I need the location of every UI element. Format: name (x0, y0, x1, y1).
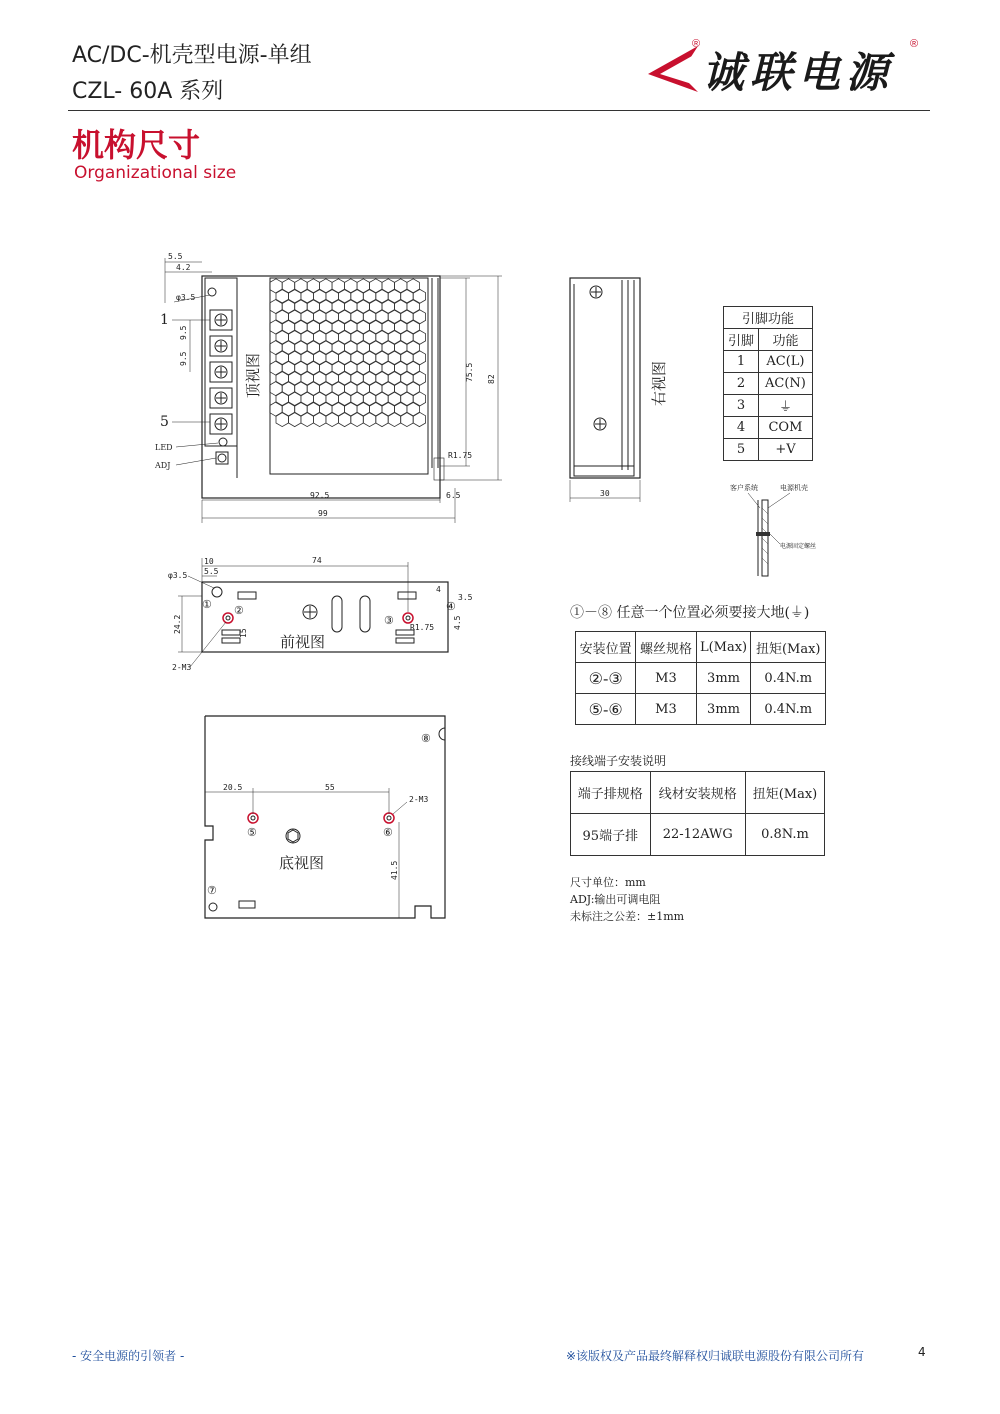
hex-cell (307, 361, 319, 375)
table-cell: M3 (636, 694, 696, 725)
hex-cell (407, 320, 420, 334)
hex-cell (401, 289, 414, 303)
hex-cell (270, 361, 282, 375)
hex-cell (338, 289, 350, 303)
hex-cell (313, 330, 326, 344)
hex-cell (376, 351, 388, 365)
wire-section-heading: 接线端子安装说明 (570, 754, 667, 768)
unit-note: 尺寸单位：mm (570, 876, 646, 889)
hex-cell (301, 412, 314, 426)
hex-cell (326, 310, 339, 324)
hex-cell (313, 310, 326, 324)
section-subtitle: Organizational size (74, 163, 237, 183)
hex-cell (307, 402, 319, 416)
footer-copyright: ※该版权及产品最终解释权归诚联电源股份有限公司所有 (566, 1349, 865, 1363)
hex-cell (320, 279, 333, 293)
grounding-note: ①－⑧ 任意一个位置必须要接大地(⏚) (570, 605, 810, 621)
table-row (576, 694, 826, 725)
notes-block (570, 874, 684, 925)
hex-cell (320, 320, 333, 334)
hex-cell (301, 289, 314, 303)
hex-cell (326, 289, 339, 303)
hex-cell (357, 299, 369, 313)
hex-cell (307, 340, 319, 354)
hex-cell (395, 381, 407, 395)
hex-cell (289, 392, 301, 406)
bottom-screw-label: 2-M3 (409, 795, 429, 804)
hex-cell (307, 279, 319, 293)
table-cell: +V (758, 439, 812, 461)
hex-cell (413, 330, 425, 344)
hex-cell (370, 279, 383, 293)
hex-cell (395, 320, 407, 334)
hex-cell (320, 381, 333, 395)
hex-cell (332, 299, 345, 313)
hex-cell (351, 371, 364, 385)
fixing-screw-label: 电源固定螺丝 (780, 543, 817, 550)
hex-cell (395, 340, 407, 354)
hex-cell (326, 351, 339, 365)
hex-cell (282, 340, 295, 354)
hex-cell (276, 412, 289, 426)
front-dim-3-5: 3.5 (458, 593, 473, 602)
hex-cell (338, 351, 350, 365)
hex-cell (332, 320, 345, 334)
hex-cell (413, 310, 425, 324)
hex-cell (320, 361, 333, 375)
front-view-drawing (160, 552, 490, 682)
hex-cell (395, 279, 407, 293)
table-cell: 1 (724, 351, 759, 373)
header-divider (68, 110, 930, 111)
hex-cell (320, 402, 333, 416)
hex-cell (276, 289, 289, 303)
hex-cell (270, 279, 282, 293)
bottom-dim-20-5: 20.5 (223, 783, 243, 792)
hex-cell (382, 381, 395, 395)
hex-cell (307, 381, 319, 395)
hex-cell (332, 340, 345, 354)
hex-cell (388, 371, 401, 385)
hex-cell (345, 279, 358, 293)
front-dim-74: 74 (312, 556, 322, 565)
mount-header: 安装位置 (576, 632, 636, 663)
hex-cell (332, 279, 345, 293)
hex-cell (357, 320, 369, 334)
hex-cell (407, 279, 420, 293)
dim-82: 82 (487, 374, 496, 384)
grounding-wire-diagram (720, 478, 840, 578)
hex-cell (413, 392, 425, 406)
hex-cell (307, 299, 319, 313)
hex-cell (313, 289, 326, 303)
customer-system-label: 客户系统 (730, 484, 758, 492)
wire-header: 线材安装规格 (650, 772, 745, 814)
hex-cell (282, 279, 295, 293)
table-row (724, 439, 813, 461)
dim-30: 30 (600, 489, 610, 498)
hex-cell (413, 351, 425, 365)
hex-cell (401, 392, 414, 406)
hex-cell (289, 289, 301, 303)
table-cell: COM (758, 417, 812, 439)
section-title: 机构尺寸 (72, 126, 201, 164)
hex-cell (276, 330, 289, 344)
front-dim-15: 15 (239, 628, 248, 638)
mark-8: ⑧ (421, 732, 431, 745)
table-row (576, 663, 826, 694)
mount-header: 扭矩(Max) (751, 632, 826, 663)
series-name: CZL- 60A 系列 (72, 79, 224, 104)
pin-table-header: 功能 (758, 329, 812, 351)
hex-cell (301, 330, 314, 344)
registered-mark-2: ® (910, 38, 919, 50)
front-dim-24-2: 24.2 (173, 614, 182, 634)
registered-mark-1: ® (692, 38, 701, 50)
wire-header: 扭矩(Max) (745, 772, 824, 814)
hex-cell (370, 402, 383, 416)
hex-cell (345, 320, 358, 334)
hex-cell (376, 392, 388, 406)
table-cell: 95端子排 (571, 814, 651, 856)
table-cell: 0.8N.m (745, 814, 824, 856)
footer-slogan: - 安全电源的引领者 - (72, 1349, 185, 1363)
adj-note: ADJ:输出可调电阻 (570, 893, 661, 906)
hex-cell (326, 371, 339, 385)
hex-cell (382, 361, 395, 375)
table-cell: 0.4N.m (751, 663, 826, 694)
hex-cell (295, 279, 308, 293)
hex-cell (289, 412, 301, 426)
hex-cell (382, 320, 395, 334)
hex-cell (289, 371, 301, 385)
hex-cell (270, 402, 282, 416)
dim-r3-75: R1.75 (448, 451, 473, 460)
table-row (724, 395, 813, 417)
front-dim-4: 4 (436, 585, 441, 594)
hex-cell (282, 381, 295, 395)
hex-cell (338, 371, 350, 385)
hex-cell (301, 371, 314, 385)
table-cell: 3mm (696, 663, 751, 694)
table-cell: 22-12AWG (650, 814, 745, 856)
hex-cell (338, 412, 350, 426)
hex-cell (307, 320, 319, 334)
table-row (571, 814, 825, 856)
hex-cell (388, 392, 401, 406)
bottom-view-features (209, 728, 445, 911)
hex-cell (351, 351, 364, 365)
pin-table-header: 引脚 (724, 329, 759, 351)
table-row (724, 351, 813, 373)
dim-9-5b: 9.5 (179, 351, 188, 366)
hex-cell (357, 381, 369, 395)
hex-cell (376, 330, 388, 344)
hex-cell (313, 351, 326, 365)
hex-cell (320, 299, 333, 313)
hex-cell (401, 371, 414, 385)
table-cell: 2 (724, 373, 759, 395)
table-cell: AC(L) (758, 351, 812, 373)
hex-cell (338, 330, 350, 344)
hex-cell (382, 279, 395, 293)
hex-cell (370, 381, 383, 395)
hex-cell (295, 340, 308, 354)
hex-cell (407, 340, 420, 354)
top-pin-1-label: 1 (160, 312, 169, 328)
table-cell: 5 (724, 439, 759, 461)
top-pin-5-label: 5 (160, 414, 169, 430)
hex-cell (401, 412, 414, 426)
hex-cell (313, 392, 326, 406)
hex-cell (289, 330, 301, 344)
hex-cell (357, 279, 369, 293)
mark-7: ⑦ (207, 884, 217, 897)
pin-function-table (723, 306, 813, 461)
pin-table-title: 引脚功能 (724, 307, 813, 329)
hex-cell (345, 381, 358, 395)
hex-cell (388, 412, 401, 426)
hex-cell (382, 340, 395, 354)
hex-cell (338, 310, 350, 324)
ground-icon: ⏚ (758, 395, 812, 417)
hex-cell (282, 402, 295, 416)
bottom-view-drawing (195, 710, 465, 925)
hex-cell (363, 330, 376, 344)
hex-cell (282, 320, 295, 334)
logo-text: 诚联电源 (702, 48, 895, 97)
hex-cell (282, 361, 295, 375)
hex-cell (270, 340, 282, 354)
hex-cell (276, 310, 289, 324)
hex-cell (395, 402, 407, 416)
hex-cell (388, 310, 401, 324)
dim-4-2: 4.2 (176, 263, 191, 272)
hex-cell (289, 310, 301, 324)
hex-cell (270, 381, 282, 395)
dim-75-5: 75.5 (465, 362, 474, 382)
table-cell: ⑤-⑥ (576, 694, 636, 725)
hex-cell (376, 371, 388, 385)
hex-cell (282, 299, 295, 313)
bottom-view-label: 底视图 (279, 854, 325, 872)
right-view-drawing (560, 270, 690, 510)
hex-cell (413, 412, 425, 426)
hex-cell (357, 340, 369, 354)
hex-cell (363, 310, 376, 324)
right-view-screws (590, 286, 606, 430)
mount-header: L(Max) (696, 632, 751, 663)
hex-cell (401, 351, 414, 365)
dim-6-5: 6.5 (446, 491, 461, 500)
table-cell: 4 (724, 417, 759, 439)
hex-cell (276, 351, 289, 365)
hex-cell (276, 392, 289, 406)
mounting-table (575, 631, 826, 725)
mark-6: ⑥ (383, 826, 393, 839)
adj-label: ADJ (155, 461, 171, 470)
hex-cell (326, 392, 339, 406)
front-view-label: 前视图 (280, 633, 326, 651)
hex-cell (401, 330, 414, 344)
table-cell: M3 (636, 663, 696, 694)
hex-cell (326, 412, 339, 426)
chassis-label: 电源机壳 (780, 484, 808, 492)
hex-cell (295, 402, 308, 416)
front-dim-r1-75: R1.75 (410, 623, 435, 632)
hex-cell (382, 402, 395, 416)
hex-cell (382, 299, 395, 313)
mark-5: ⑤ (247, 826, 257, 839)
hex-cell (351, 412, 364, 426)
bottom-dim-41-5: 41.5 (390, 860, 399, 880)
front-dim-4-5: 4.5 (453, 615, 462, 630)
dim-99: 99 (318, 509, 328, 518)
hex-cell (313, 412, 326, 426)
right-view-label: 右视图 (650, 360, 668, 406)
hex-cell (376, 310, 388, 324)
hex-cell (301, 310, 314, 324)
hex-cell (363, 412, 376, 426)
hex-cell (376, 412, 388, 426)
hex-cell (388, 289, 401, 303)
hex-cell (351, 289, 364, 303)
hex-cell (301, 351, 314, 365)
hex-cell (363, 371, 376, 385)
dim-5-5: 5.5 (168, 252, 183, 261)
dim-9-5a: 9.5 (179, 325, 188, 340)
hex-cell (413, 371, 425, 385)
dim-hole: φ3.5 (176, 293, 196, 302)
hex-cell (295, 361, 308, 375)
hex-cell (357, 402, 369, 416)
front-dim-5-5: 5.5 (204, 567, 219, 576)
hex-cell (345, 361, 358, 375)
hex-cell (295, 381, 308, 395)
mark-2: ② (234, 604, 244, 617)
document-title: AC/DC-机壳型电源-单组 (72, 43, 312, 68)
hex-cell (413, 289, 425, 303)
hex-cell (345, 340, 358, 354)
hex-cell (363, 392, 376, 406)
hex-cell (401, 310, 414, 324)
hex-cell (332, 381, 345, 395)
table-cell: 3mm (696, 694, 751, 725)
bottom-dim-55: 55 (325, 783, 335, 792)
mount-header: 螺丝规格 (636, 632, 696, 663)
table-row (724, 417, 813, 439)
hex-cell (388, 330, 401, 344)
table-cell: 0.4N.m (751, 694, 826, 725)
hex-cell (351, 392, 364, 406)
top-view-label: 顶视图 (244, 352, 262, 398)
hex-cell (332, 361, 345, 375)
mark-4: ④ (446, 600, 456, 613)
hex-cell (332, 402, 345, 416)
mark-1: ① (202, 598, 212, 611)
hex-cell (395, 361, 407, 375)
table-row (724, 373, 813, 395)
hex-cell (326, 330, 339, 344)
bottom-mount-screws (248, 813, 394, 823)
table-cell: 3 (724, 395, 759, 417)
hex-cell (345, 402, 358, 416)
hex-cell (407, 381, 420, 395)
hex-cell (345, 299, 358, 313)
hex-cell (370, 361, 383, 375)
hex-cell (270, 299, 282, 313)
hex-cell (270, 320, 282, 334)
wire-header: 端子排规格 (571, 772, 651, 814)
hex-grille (270, 279, 426, 427)
front-dim-hole: φ3.5 (168, 571, 188, 580)
hex-cell (338, 392, 350, 406)
hex-cell (276, 371, 289, 385)
page-number: 4 (918, 1345, 926, 1359)
hex-cell (301, 392, 314, 406)
table-cell: ②-③ (576, 663, 636, 694)
hex-cell (395, 299, 407, 313)
terminal-table (570, 771, 825, 856)
hex-cell (295, 299, 308, 313)
hex-cell (295, 320, 308, 334)
hex-cell (370, 340, 383, 354)
hex-cell (407, 361, 420, 375)
front-dim-10: 10 (204, 557, 214, 566)
led-label: LED (155, 443, 173, 452)
hex-cell (407, 402, 420, 416)
hex-cell (407, 299, 420, 313)
hex-cell (313, 371, 326, 385)
front-screw-label: 2-M3 (172, 663, 192, 672)
table-cell: AC(N) (758, 373, 812, 395)
hex-cell (289, 351, 301, 365)
hex-cell (320, 340, 333, 354)
terminal-screws (208, 288, 232, 464)
tolerance-note: 未标注之公差：±1mm (570, 910, 685, 923)
hex-cell (388, 351, 401, 365)
hex-cell (357, 361, 369, 375)
hex-cell (351, 310, 364, 324)
mark-3: ③ (384, 614, 394, 627)
hex-cell (351, 330, 364, 344)
hex-cell (376, 289, 388, 303)
top-view-drawing (150, 248, 520, 523)
hex-cell (370, 320, 383, 334)
hex-cell (363, 351, 376, 365)
hex-cell (363, 289, 376, 303)
brand-logo (640, 38, 930, 98)
hex-cell (370, 299, 383, 313)
dim-92-5: 92.5 (310, 491, 330, 500)
